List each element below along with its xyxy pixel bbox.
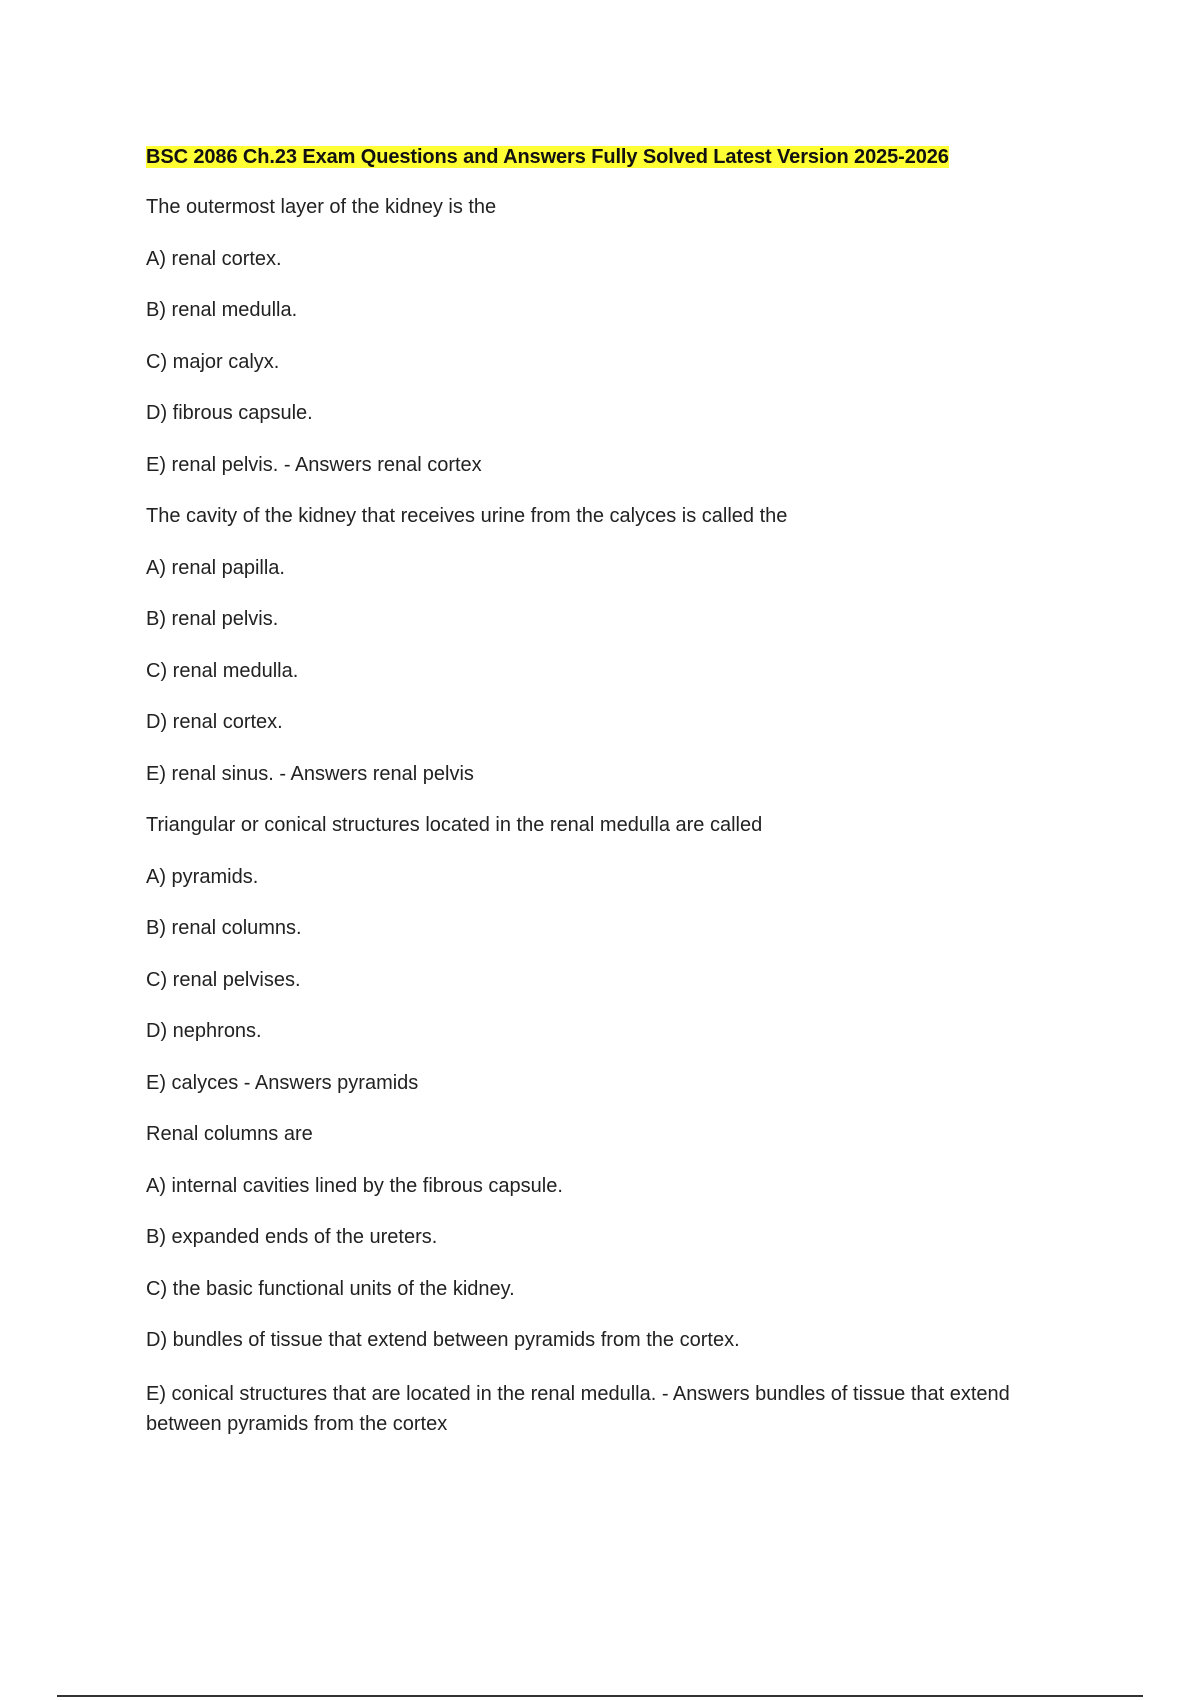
question-2-option-c: C) renal medulla. xyxy=(146,659,299,682)
question-4-option-e-answer: E) conical structures that are located in the renal medulla. - Answers bundles of tissue that extend between pyramids from the cortex xyxy=(146,1382,1010,1435)
question-4-option-a: A) internal cavities lined by the fibrous capsule. xyxy=(146,1174,563,1197)
question-3-option-b: B) renal columns. xyxy=(146,917,302,939)
question-2-prompt: The cavity of the kidney that receives urine from the calyces is called the xyxy=(146,505,788,527)
question-3-option-c: C) renal pelvises. xyxy=(146,968,301,991)
question-1-option-e-answer: E) renal pelvis. - Answers renal cortex xyxy=(146,453,482,476)
title-block xyxy=(146,144,1046,170)
question-2-option-e-answer: E) renal sinus. - Answers renal pelvis xyxy=(146,762,474,785)
question-2-option-d: D) renal cortex. xyxy=(146,711,283,733)
question-4-option-c: C) the basic functional units of the kidney. xyxy=(146,1277,515,1300)
question-1-option-b: B) renal medulla. xyxy=(146,299,298,321)
question-2-option-a: A) renal papilla. xyxy=(146,556,285,579)
question-1-prompt: The outermost layer of the kidney is the xyxy=(146,196,497,218)
question-2-option-b: B) renal pelvis. xyxy=(146,608,279,630)
document-title: BSC 2086 Ch.23 Exam Questions and Answers Fully Solved Latest Version 2025-2026 xyxy=(146,146,949,168)
question-3-option-e-answer: E) calyces - Answers pyramids xyxy=(146,1071,419,1094)
question-3-prompt: Triangular or conical structures located in the renal medulla are called xyxy=(146,814,763,836)
question-3-option-a: A) pyramids. xyxy=(146,865,259,888)
question-4-option-d: D) bundles of tissue that extend between pyramids from the cortex. xyxy=(146,1329,740,1351)
question-4-option-b: B) expanded ends of the ureters. xyxy=(146,1226,438,1248)
footer-rule xyxy=(57,1695,1143,1697)
document-content xyxy=(146,144,1046,1464)
question-4-prompt: Renal columns are xyxy=(146,1123,313,1145)
question-1-option-d: D) fibrous capsule. xyxy=(146,402,313,424)
question-1-option-a: A) renal cortex. xyxy=(146,247,282,270)
question-3-option-d: D) nephrons. xyxy=(146,1020,262,1042)
question-1-option-c: C) major calyx. xyxy=(146,350,280,373)
